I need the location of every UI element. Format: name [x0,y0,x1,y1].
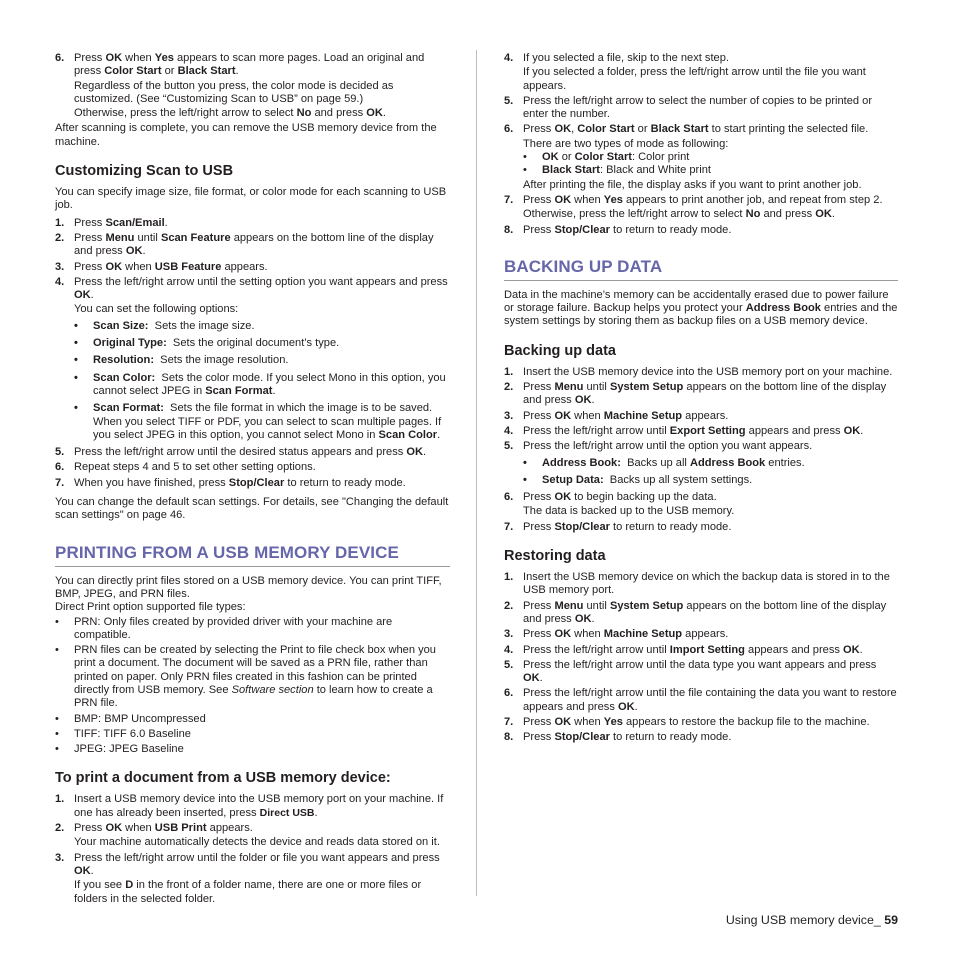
step-text: Repeat steps 4 and 5 to set other setting options. [74,461,316,474]
option-bullet [74,320,450,333]
numbered-step [504,628,898,641]
step-number: 6. [504,491,514,504]
bullet-text: Address Book: Backs up all Address Book entries. [542,456,805,469]
numbered-step [504,600,898,627]
numbered-step [504,194,898,222]
bullet-item [55,728,450,741]
step-note: The data is backed up to the USB memory. [523,505,735,518]
customizing-outro: You can change the default scan settings. For details, see "Changing the default scan settings" on page 46. [55,496,449,522]
step-text: Press Menu until Scan Feature appears on the bottom line of the display and press OK. [74,231,434,258]
step-text: Press Stop/Clear to return to ready mode. [523,520,732,533]
step-text: Press Stop/Clear to return to ready mode. [523,223,732,236]
bullet-item [55,644,450,710]
numbered-step [504,52,898,93]
printing-types-label: Direct Print option supported file types: [55,601,246,614]
step-text: Press the left/right arrow until the option you want appears. [523,440,813,453]
step-note: Regardless of the button you press, the color mode is decided as customized. (See “Customizing Scan to USB” on page 59.) [74,79,394,105]
step-note: Otherwise, press the left/right arrow to select No and press OK. [74,107,387,120]
step-number: 7. [504,193,514,206]
print-doc-heading: To print a document from a USB memory device: [55,770,391,787]
bullet-mark: • [523,164,527,177]
step-text: Press OK to begin backing up the data. [523,491,717,504]
step-bullet [523,164,898,177]
after-scan-text: After scanning is complete, you can remove the USB memory device from the machine. [55,122,437,148]
numbered-step [504,659,898,686]
numbered-step [55,217,450,230]
step-number: 3. [504,409,514,422]
step-number: 5. [504,94,514,107]
bullet-mark: • [523,456,527,469]
step-number: 7. [504,520,514,533]
numbered-step [55,852,450,906]
step-note: If you selected a folder, press the left/right arrow until the file you want appears. [523,66,866,92]
step-text: Press the left/right arrow until the folder or file you want appears and press OK. [74,851,440,877]
bullet-mark: • [523,151,527,164]
step-number: 4. [55,275,65,288]
step-number: 3. [504,628,514,641]
numbered-step [504,410,898,423]
numbered-step [504,95,898,122]
step-text: Press the left/right arrow until the setting option you want appears and press OK. [74,275,448,302]
numbered-step [504,687,898,714]
left-column [55,52,450,908]
printing-heading: PRINTING FROM A USB MEMORY DEVICE [55,543,450,567]
step-text: Press OK when Machine Setup appears. [523,628,729,641]
step-text: When you have finished, press Stop/Clear to return to ready mode. [74,476,406,489]
customizing-steps [55,217,450,490]
numbered-step [55,276,450,442]
bullet-text: Scan Format: Sets the file format in which the image is to be saved. When you select TIFF or PDF, you can select to scan multiple pages. If you select JPEG in this option, you cannot select Mono in Scan Color. [93,402,442,441]
bullet-mark: • [74,319,78,332]
numbered-step [55,822,450,850]
numbered-step [55,793,450,820]
printing-intro: You can directly print files stored on a USB memory device. You can print TIFF, BMP, JPEG, and PRN files. [55,574,442,600]
page-footer [600,913,898,927]
step-number: 3. [55,851,65,864]
numbered-step [55,446,450,459]
step-number: 4. [504,52,514,64]
option-bullet [74,337,450,350]
step-text: Press OK when USB Feature appears. [74,260,268,273]
step-text: Press the left/right arrow until the data type you want appears and press OK. [523,658,877,685]
bullet-mark: • [74,402,78,415]
bullet-text: PRN: Only files created by provided driver with your machine are compatible. [74,615,393,641]
step-note: After printing the file, the display asks if you want to print another job. [523,178,862,191]
numbered-step [55,461,450,474]
bullet-mark: • [55,644,59,657]
bullet-text: Scan Size: Sets the image size. [93,319,255,332]
backing-up-data-heading: Backing up data [504,342,616,359]
bullet-text: OK or Color Start: Color print [542,151,690,164]
customizing-intro: You can specify image size, file format, or color mode for each scanning to USB job. [55,186,447,212]
step-number: 5. [55,446,65,459]
step-text: Press OK when Yes appears to restore the backup file to the machine. [523,715,870,728]
numbered-step [504,366,898,379]
step-number: 4. [504,643,514,656]
numbered-step [504,123,898,191]
footer-label: Using USB memory device_ [725,913,885,927]
step-text: Press the left/right arrow until Import Setting appears and press OK. [523,643,863,656]
step-note: You can set the following options: [74,303,239,316]
customizing-heading: Customizing Scan to USB [55,163,234,180]
numbered-step [55,232,450,259]
option-bullet [523,457,898,470]
step-number: 5. [504,440,514,453]
numbered-step [504,521,898,534]
step-number: 8. [504,731,514,744]
step-text: Press Stop/Clear to return to ready mode. [523,731,732,744]
option-bullet [74,402,450,442]
option-bullet [74,354,450,367]
numbered-step [504,491,898,519]
step-number: 5. [504,658,514,671]
step-number: 1. [504,365,514,378]
numbered-step [55,261,450,274]
step-text: Insert a USB memory device into the USB memory port on your machine. If one has already been inserted, press Direct USB. [74,793,444,819]
bullet-mark: • [55,712,59,725]
restoring-steps [504,571,898,745]
bullet-item [55,713,450,726]
bullet-text: Setup Data: Backs up all system settings. [542,473,753,486]
option-bullet [523,474,898,487]
step-number: 6. [55,461,65,474]
step-text: Insert the USB memory device into the USB memory port on your machine. [523,365,893,378]
step-text: Press the left/right arrow until the file containing the data you want to restore appears and press OK. [523,687,897,713]
step-text: Press Scan/Email. [74,216,168,229]
step-text: Press OK when Yes appears to print another job, and repeat from step 2. [523,193,883,206]
step-text: Press the left/right arrow until Export Setting appears and press OK. [523,424,864,437]
bullet-text: Scan Color: Sets the color mode. If you select Mono in this option, you cannot select JPEG in Scan Format. [93,371,446,397]
backing-up-intro: Data in the machine’s memory can be accidentally erased due to power failure or storage failure. Backup helps you protect your Address Book entries and the system settings by storing them as backup files on a USB memory device. [504,288,898,328]
step-number: 3. [55,260,65,273]
right-column [504,52,898,747]
bullet-text: PRN files can be created by selecting the Print to file check box when you print a document. The document will be saved as a PRN file, rather than printed on paper. Only PRN files created in this fashion can be printed directly from USB memory. See Software section to learn how to create a PRN file. [74,644,436,710]
bullet-item [55,616,450,643]
step-number: 2. [504,381,514,394]
bullet-text: BMP: BMP Uncompressed [74,712,206,725]
step-text: Press OK when Yes appears to scan more pages. Load an original and press Color Start or Black Start. [74,52,425,78]
step-text: If you selected a file, skip to the next step. [523,52,729,64]
numbered-step [55,52,450,120]
intro-steps [55,52,450,120]
step-text: Press OK, Color Start or Black Start to start printing the selected file. [523,123,869,136]
step-bullet [523,151,898,164]
step-note: Otherwise, press the left/right arrow to select No and press OK. [523,208,836,221]
step-text: Insert the USB memory device on which the backup data is stored in to the USB memory port. [523,571,890,597]
bullet-text: Original Type: Sets the original document’s type. [93,337,340,350]
step-number: 6. [504,123,514,136]
bullet-mark: • [55,743,59,756]
column-divider [476,50,477,896]
bullet-mark: • [55,615,59,628]
numbered-step [504,731,898,744]
bullet-mark: • [74,337,78,350]
backing-up-heading: BACKING UP DATA [504,257,898,281]
bullet-item [55,743,450,756]
backing-up-steps [504,366,898,534]
step-text: Press the left/right arrow until the desired status appears and press OK. [74,446,427,459]
bullet-mark: • [74,371,78,384]
bullet-text: JPEG: JPEG Baseline [74,743,184,756]
step-number: 6. [55,52,65,64]
step-number: 7. [504,715,514,728]
step-text: Press OK when USB Print appears. [74,822,253,835]
numbered-step [504,425,898,438]
step-text: Press Menu until System Setup appears on the bottom line of the display and press OK. [523,381,887,407]
numbered-step [55,477,450,490]
step-number: 1. [55,793,65,806]
numbered-step [504,224,898,237]
restoring-data-heading: Restoring data [504,548,606,565]
bullet-text: Resolution: Sets the image resolution. [93,354,289,367]
printing-types [55,616,450,757]
step-number: 2. [55,231,65,244]
option-bullet [74,372,450,399]
page-number: 59 [884,913,898,927]
numbered-step [504,716,898,729]
step-number: 8. [504,223,514,236]
bullet-text: Black Start: Black and White print [542,164,711,177]
numbered-step [504,571,898,598]
step-note: There are two types of mode as following: [523,137,729,150]
step-text: Press OK when Machine Setup appears. [523,409,729,422]
bullet-text: TIFF: TIFF 6.0 Baseline [74,727,191,740]
step-note: Your machine automatically detects the device and reads data stored on it. [74,836,440,849]
step-number: 6. [504,687,514,700]
numbered-step [504,644,898,657]
step-number: 1. [55,216,65,229]
numbered-step [504,440,898,487]
print-steps-continued [504,52,898,237]
step-text: Press Menu until System Setup appears on the bottom line of the display and press OK. [523,599,887,625]
print-doc-steps [55,793,450,905]
bullet-mark: • [74,354,78,367]
step-note: If you see D in the front of a folder name, there are one or more files or folders in the selected folder. [74,879,422,905]
step-number: 1. [504,571,514,584]
numbered-step [504,381,898,408]
step-number: 2. [504,599,514,612]
step-number: 7. [55,476,65,489]
step-number: 2. [55,822,65,835]
bullet-mark: • [55,727,59,740]
bullet-mark: • [523,473,527,486]
step-number: 4. [504,424,514,437]
step-text: Press the left/right arrow to select the number of copies to be printed or enter the number. [523,94,873,121]
